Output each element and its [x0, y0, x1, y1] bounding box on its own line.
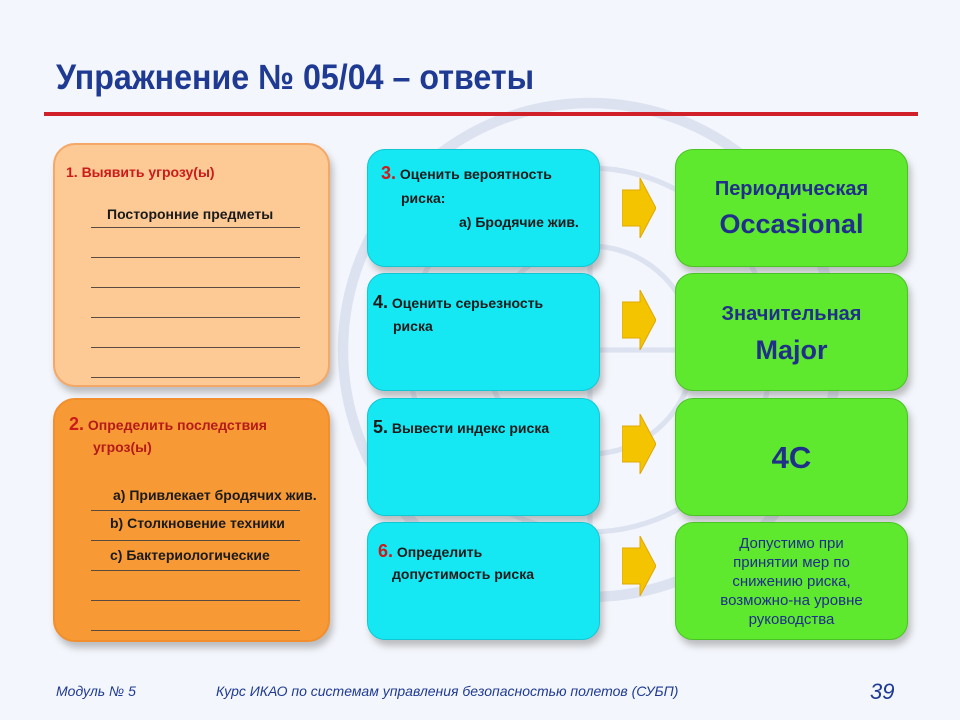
footer-course: Курс ИКАО по системам управления безопасностью полетов (СУБП) — [216, 683, 679, 699]
step2-label — [69, 414, 267, 435]
result1-en: Occasional — [719, 209, 864, 239]
step2-number: 2. — [69, 414, 85, 434]
page-title: Упражнение № 05/04 – ответы — [56, 58, 535, 97]
step4-line1: Оценить серьезность — [391, 295, 544, 311]
answer-line — [91, 570, 300, 571]
step3-number: 3. — [381, 163, 397, 183]
title-divider — [44, 112, 918, 116]
result4-line: возможно-на уровне — [720, 592, 863, 609]
step5-label — [373, 417, 549, 438]
step1-answer: Посторонние предметы — [107, 206, 274, 222]
result4-line: руководства — [748, 611, 835, 628]
result4-text — [675, 534, 908, 629]
step5-number: 5. — [373, 417, 389, 437]
step6-number: 6. — [378, 541, 394, 561]
result4-line: снижению риска, — [732, 573, 851, 590]
arrow-right-icon — [622, 178, 656, 238]
answer-line — [91, 630, 300, 631]
step5-box — [367, 398, 600, 516]
result1-box — [675, 149, 908, 267]
step2-answer-c: c) Бактериологические — [110, 547, 270, 563]
step2-answer-a: a) Привлекает бродячих жив. — [113, 487, 317, 503]
answer-line — [91, 600, 300, 601]
page-number: 39 — [870, 679, 895, 704]
step4-number: 4. — [373, 292, 389, 312]
step4-label — [373, 292, 543, 313]
step3-line1: Оценить вероятность — [399, 166, 552, 182]
result1-ru: Периодическая — [714, 178, 869, 200]
step2-line2: угроз(ы) — [93, 439, 152, 455]
step3-sub: a) Бродячие жив. — [459, 214, 579, 230]
arrow-right-icon — [622, 536, 656, 596]
answer-line — [91, 347, 300, 348]
step6-line1: Определить — [396, 544, 483, 560]
arrow-right-icon — [622, 290, 656, 350]
answer-line — [91, 540, 300, 541]
step6-line2: допустимость риска — [392, 566, 534, 582]
step3-line2: риска: — [401, 190, 446, 206]
result2-en: Major — [755, 335, 828, 365]
answer-line — [91, 377, 300, 378]
result4-line: Допустимо при — [739, 535, 844, 552]
answer-line — [91, 257, 300, 258]
result2-box — [675, 273, 908, 391]
answer-line — [91, 510, 300, 511]
step4-line2: риска — [393, 318, 433, 334]
arrow-right-icon — [622, 414, 656, 474]
answer-line — [91, 287, 300, 288]
step6-label — [378, 541, 482, 562]
footer-module: Модуль № 5 — [56, 683, 136, 699]
result3-value: 4C — [771, 440, 812, 475]
step2-line1: Определить последствия — [87, 417, 267, 433]
step2-answer-b: b) Столкновение техники — [110, 515, 285, 531]
answer-line — [91, 227, 300, 228]
step3-label — [381, 163, 552, 184]
step5-line1: Вывести индекс риска — [391, 420, 550, 436]
result4-line: принятии мер по — [733, 554, 850, 571]
answer-line — [91, 317, 300, 318]
step1-label: 1. Выявить угрозу(ы) — [66, 164, 215, 180]
result2-ru: Значительная — [721, 303, 862, 325]
